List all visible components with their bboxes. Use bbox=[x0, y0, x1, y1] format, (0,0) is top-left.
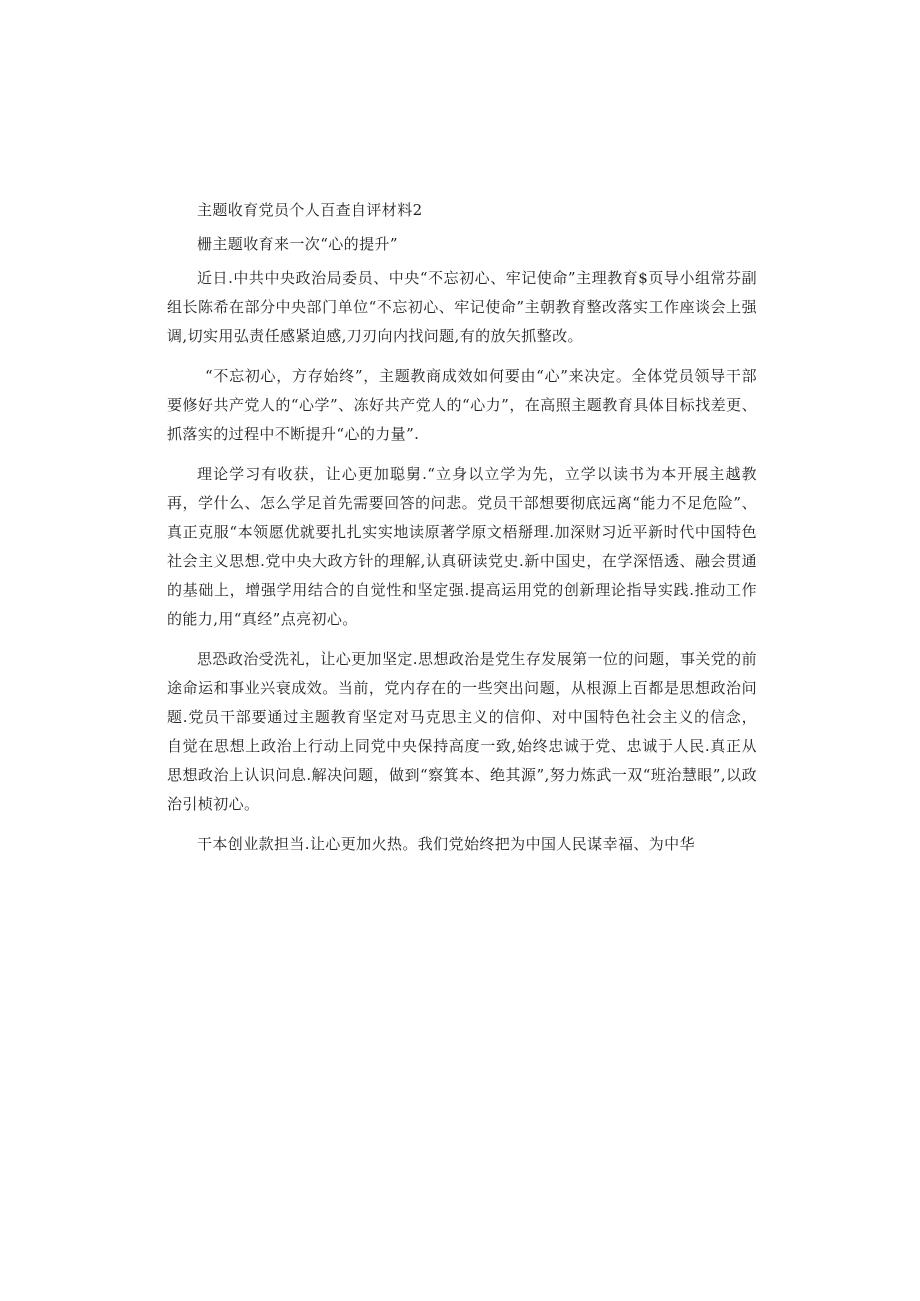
paragraph-2: “不忘初心，方存始终”，主题教商成效如何要由“心”来决定。全体党员领导干部要修好共产党人的“心学”、冻好共产党人的“心力”，在高照主题教育具体目标找差更、抓落实的过程中不断提升“心的力量”. bbox=[167, 367, 757, 443]
paragraph-5: 干本创业款担当.让心更加火热。我们党始终把为中国人民谋幸福、为中华 bbox=[197, 835, 695, 853]
paragraph-1: 近日.中共中央政治局委员、中央“不忘初心、牢记使命”主理教育$页导小组常芬副组长陈希在部分中央部门单位“不忘初心、牢记使命”主朝教育整改落实工作座谈会上强调,切实用弘责任感紧迫感,刀刃向内找问题,有的放矢抓整改。 bbox=[167, 269, 757, 345]
document-subtitle: 栅主题收育来一次“心的提升” bbox=[197, 235, 398, 253]
paragraph-4: 思恐政治受洗礼，让心更加坚定.思想政治是党生存发展第一位的问题，事关党的前途命运和事业兴衰成效。当前，党内存在的一些突出问题，从根源上百都是思想政治问题.党员干部要通过主题教育坚定对马克思主义的信仰、对中国特色社会主义的信念，自觉在思想上政治上行动上同党中央保持高度一致,始终忠诚于党、忠诚于人民.真正从思想政治上认识问息.解决问题，做到“察箕本、绝其源”,努力炼武一双“班治慧眼”,以政治引桢初心。 bbox=[167, 650, 757, 813]
document-title: 主题收育党员个人百查自评材料2 bbox=[197, 201, 423, 219]
paragraph-3: 理论学习有收获，让心更加聪舅.“立身以立学为先，立学以读书为本开展主越教再，学什么、怎么学足首先需要回答的问悲。党员干部想要彻底远离“能力不足危险”、真正克服“本领愿优就要扎扎实实地读原著学原文梧掰理.加深财习近平新时代中国特色社会主义思想.党中央大政方针的理解,认真研读党史.新中国史，在学深悟透、融会贯通的基础上，增强学用结合的自觉性和坚定强.提高运用党的创新理论指导实践.推动工作的能力,用“真经”点亮初心。 bbox=[167, 465, 757, 628]
document-body bbox=[167, 196, 757, 870]
